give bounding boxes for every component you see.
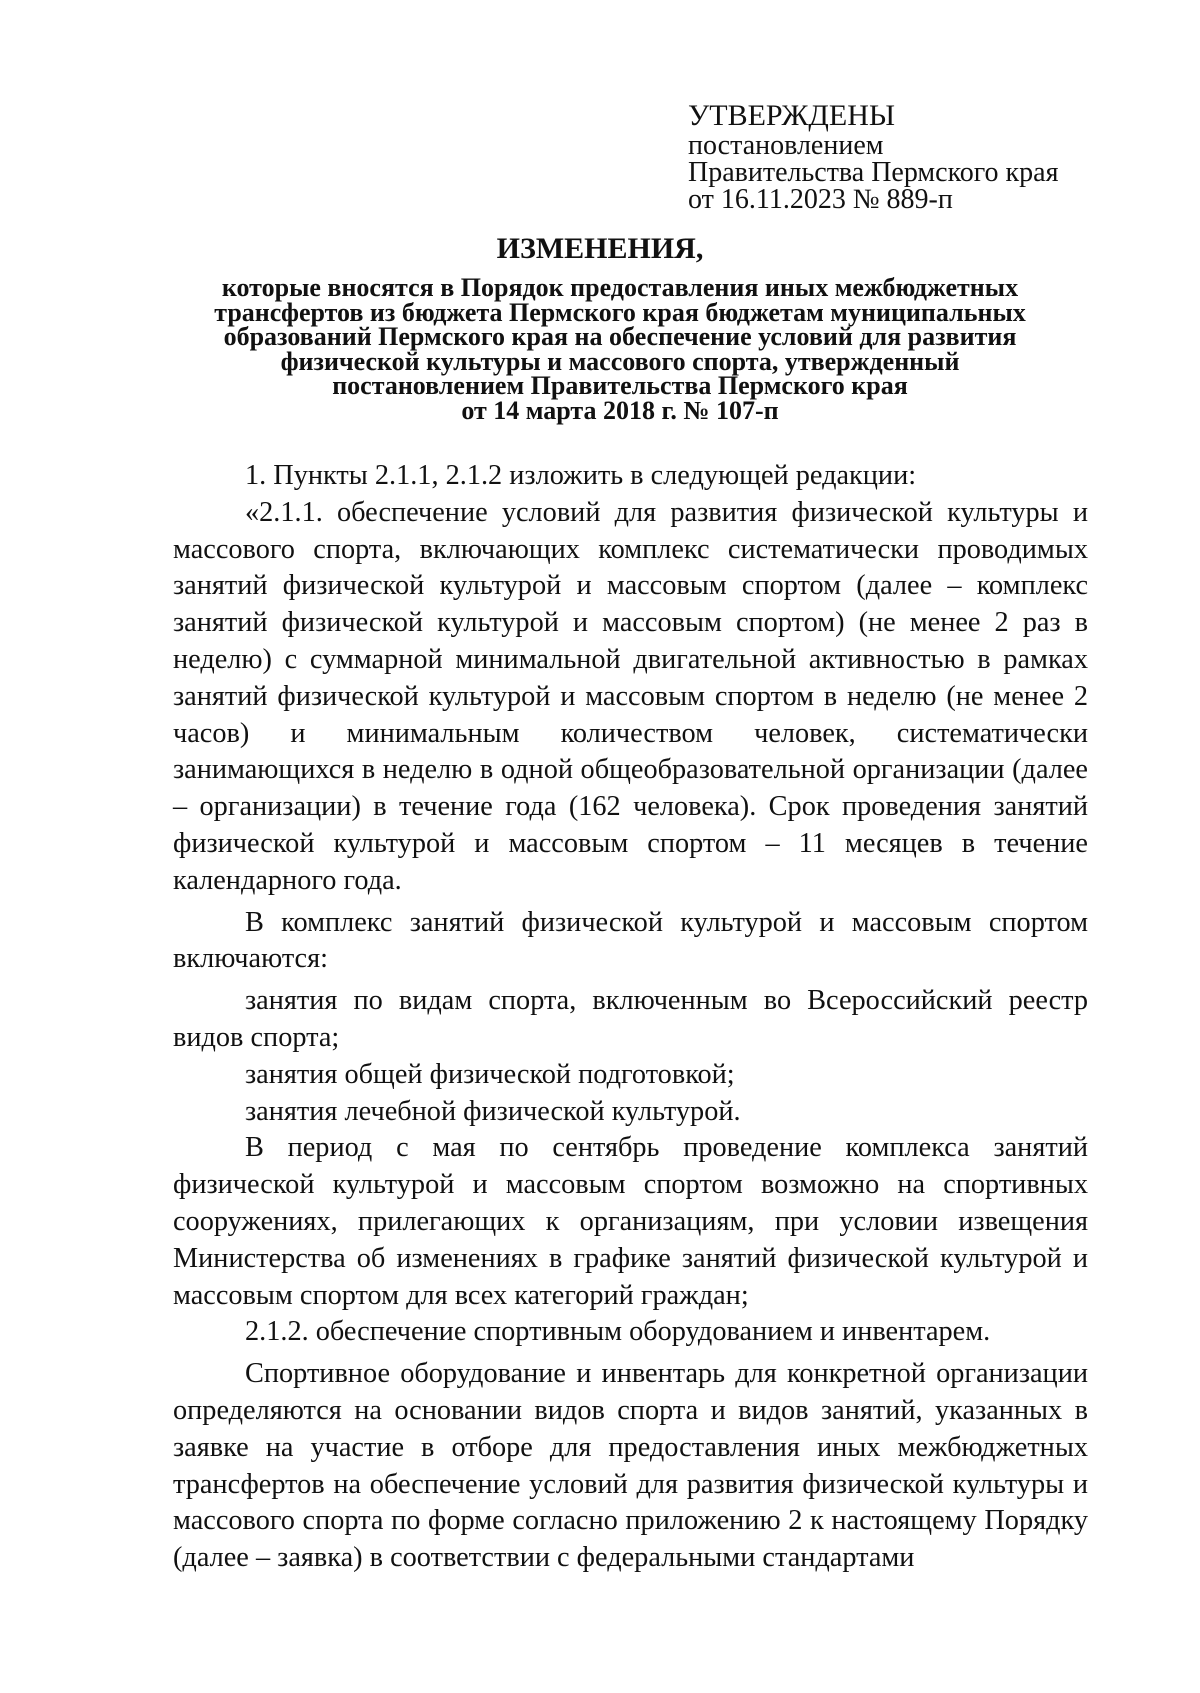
paragraph-list-item: занятия лечебной физической культурой. bbox=[245, 1095, 741, 1127]
paragraph-2-1-2: 2.1.2. обеспечение спортивным оборудованием и инвентарем. bbox=[245, 1316, 991, 1348]
paragraph-list-item: занятия по видам спорта, включенным во Всероссийский реестр видов спорта; bbox=[173, 985, 1088, 1053]
subtitle-line: которые вносятся в Порядок предоставления иных межбюджетных bbox=[221, 273, 1019, 302]
document-body bbox=[173, 458, 1088, 1577]
subtitle-line: постановлением Правительства Пермского края bbox=[332, 371, 908, 400]
subtitle-line: образований Пермского края на обеспечение условий для развития bbox=[223, 322, 1017, 351]
approval-line: Правительства Пермского края bbox=[688, 157, 1059, 188]
paragraph-equipment: Спортивное оборудование и инвентарь для конкретной организации определяются на основании видов спорта и видов занятий, указанных в заявке на участие в отборе для предоставления иных межбюджетных трансфертов на обеспечение условий для развития физической культуры и массового спорта по форме согласно приложению 2 к настоящему Порядку (далее – заявка) в соответствии с федеральными стандартами bbox=[173, 1358, 1088, 1574]
approval-heading: УТВЕРЖДЕНЫ bbox=[688, 99, 896, 132]
subtitle-line: от 14 марта 2018 г. № 107-п bbox=[461, 395, 779, 425]
subtitle-line: трансфертов из бюджета Пермского края бюджетам муниципальных bbox=[214, 297, 1026, 327]
paragraph-item-1: 1. Пункты 2.1.1, 2.1.2 изложить в следующей редакции: bbox=[245, 460, 917, 491]
paragraph-summer-period: В период с мая по сентябрь проведение комплекса занятий физической культурой и массовым спортом возможно на спортивных сооружениях, прилегающих к организациям, при условии извещения Министерства об изменениях в графике занятий физической культурой и массовым спортом для всех категорий граждан; bbox=[173, 1132, 1088, 1311]
approval-line: постановлением bbox=[688, 130, 884, 161]
subtitle-line: физической культуры и массового спорта, утвержденный bbox=[280, 346, 960, 376]
document-title: ИЗМЕНЕНИЯ, bbox=[496, 232, 704, 265]
paragraph-2-1-1: «2.1.1. обеспечение условий для развития физической культуры и массового спорта, включающих комплекс систематически проводимых занятий физической культурой и массовым спортом (далее – комплекс занятий физической культурой и массовым спортом) (не менее 2 раз в неделю) с суммарной минимальной двигательной активностью в рамках занятий физической культурой и массовым спортом в неделю (не менее 2 часов) и минимальным количеством человек, систематически занимающихся в неделю в одной общеобразовательной организации (далее – организации) в течение года (162 человека). Срок проведения занятий физической культурой и массовым спортом – 11 месяцев в течение календарного года. bbox=[173, 496, 1088, 896]
paragraph-list-item: занятия общей физической подготовкой; bbox=[245, 1058, 735, 1090]
paragraph-complex-includes: В комплекс занятий физической культурой и массовым спортом включаются: bbox=[173, 906, 1088, 975]
approval-stamp bbox=[688, 100, 1058, 213]
document-subtitle bbox=[150, 273, 1090, 425]
approval-date: от 16.11.2023 № 889-п bbox=[688, 184, 953, 215]
